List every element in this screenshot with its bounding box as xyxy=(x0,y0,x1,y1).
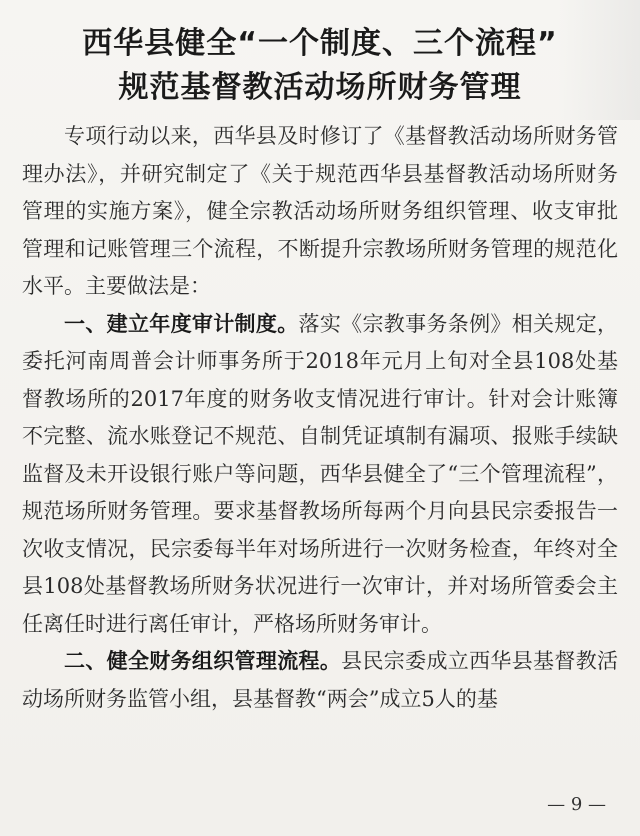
page-number: — 9 — xyxy=(547,794,606,815)
section-1-body: 落实《宗教事务条例》相关规定，委托河南周普会计师事务所于2018年元月上旬对全县108处基督教场所的2017年度的财务收支情况进行审计。针对会计账簿不完整、流水账登记不规范、自制凭证填制有漏项、报账手续缺监督及未开设银行账户等问题，西华县健全了“三个管理流程”，规范场所财务管理。要求基督教场所每两个月向县民宗委报告一次收支情况，民宗委每半年对场所进行一次财务检查，年终对全县108处基督教场所财务状况进行一次审计，并对场所管委会主任离任时进行离任审计，严格场所财务审计。 xyxy=(22,311,619,636)
section-2-heading: 二、健全财务组织管理流程。 xyxy=(64,649,342,673)
document-body xyxy=(22,118,618,718)
section-2-body: 县民宗委成立西华县基督教活动场所财务监管小组，县基督教“两会”成立5人的基 xyxy=(22,649,619,711)
section-1-paragraph xyxy=(22,306,618,644)
intro-paragraph: 专项行动以来，西华县及时修订了《基督教活动场所财务管理办法》，并研究制定了《关于规范西华县基督教活动场所财务管理的实施方案》，健全宗教活动场所财务组织管理、收支审批管理和记账管理三个流程，不断提升宗教场所财务管理的规范化水平。主要做法是： xyxy=(22,124,618,298)
title-line-2: 规范基督教活动场所财务管理 xyxy=(118,70,522,105)
section-1-heading: 一、建立年度审计制度。 xyxy=(64,311,299,336)
section-2-paragraph xyxy=(22,643,618,718)
title-line-1: 西华县健全“一个制度、三个流程” xyxy=(82,26,558,61)
